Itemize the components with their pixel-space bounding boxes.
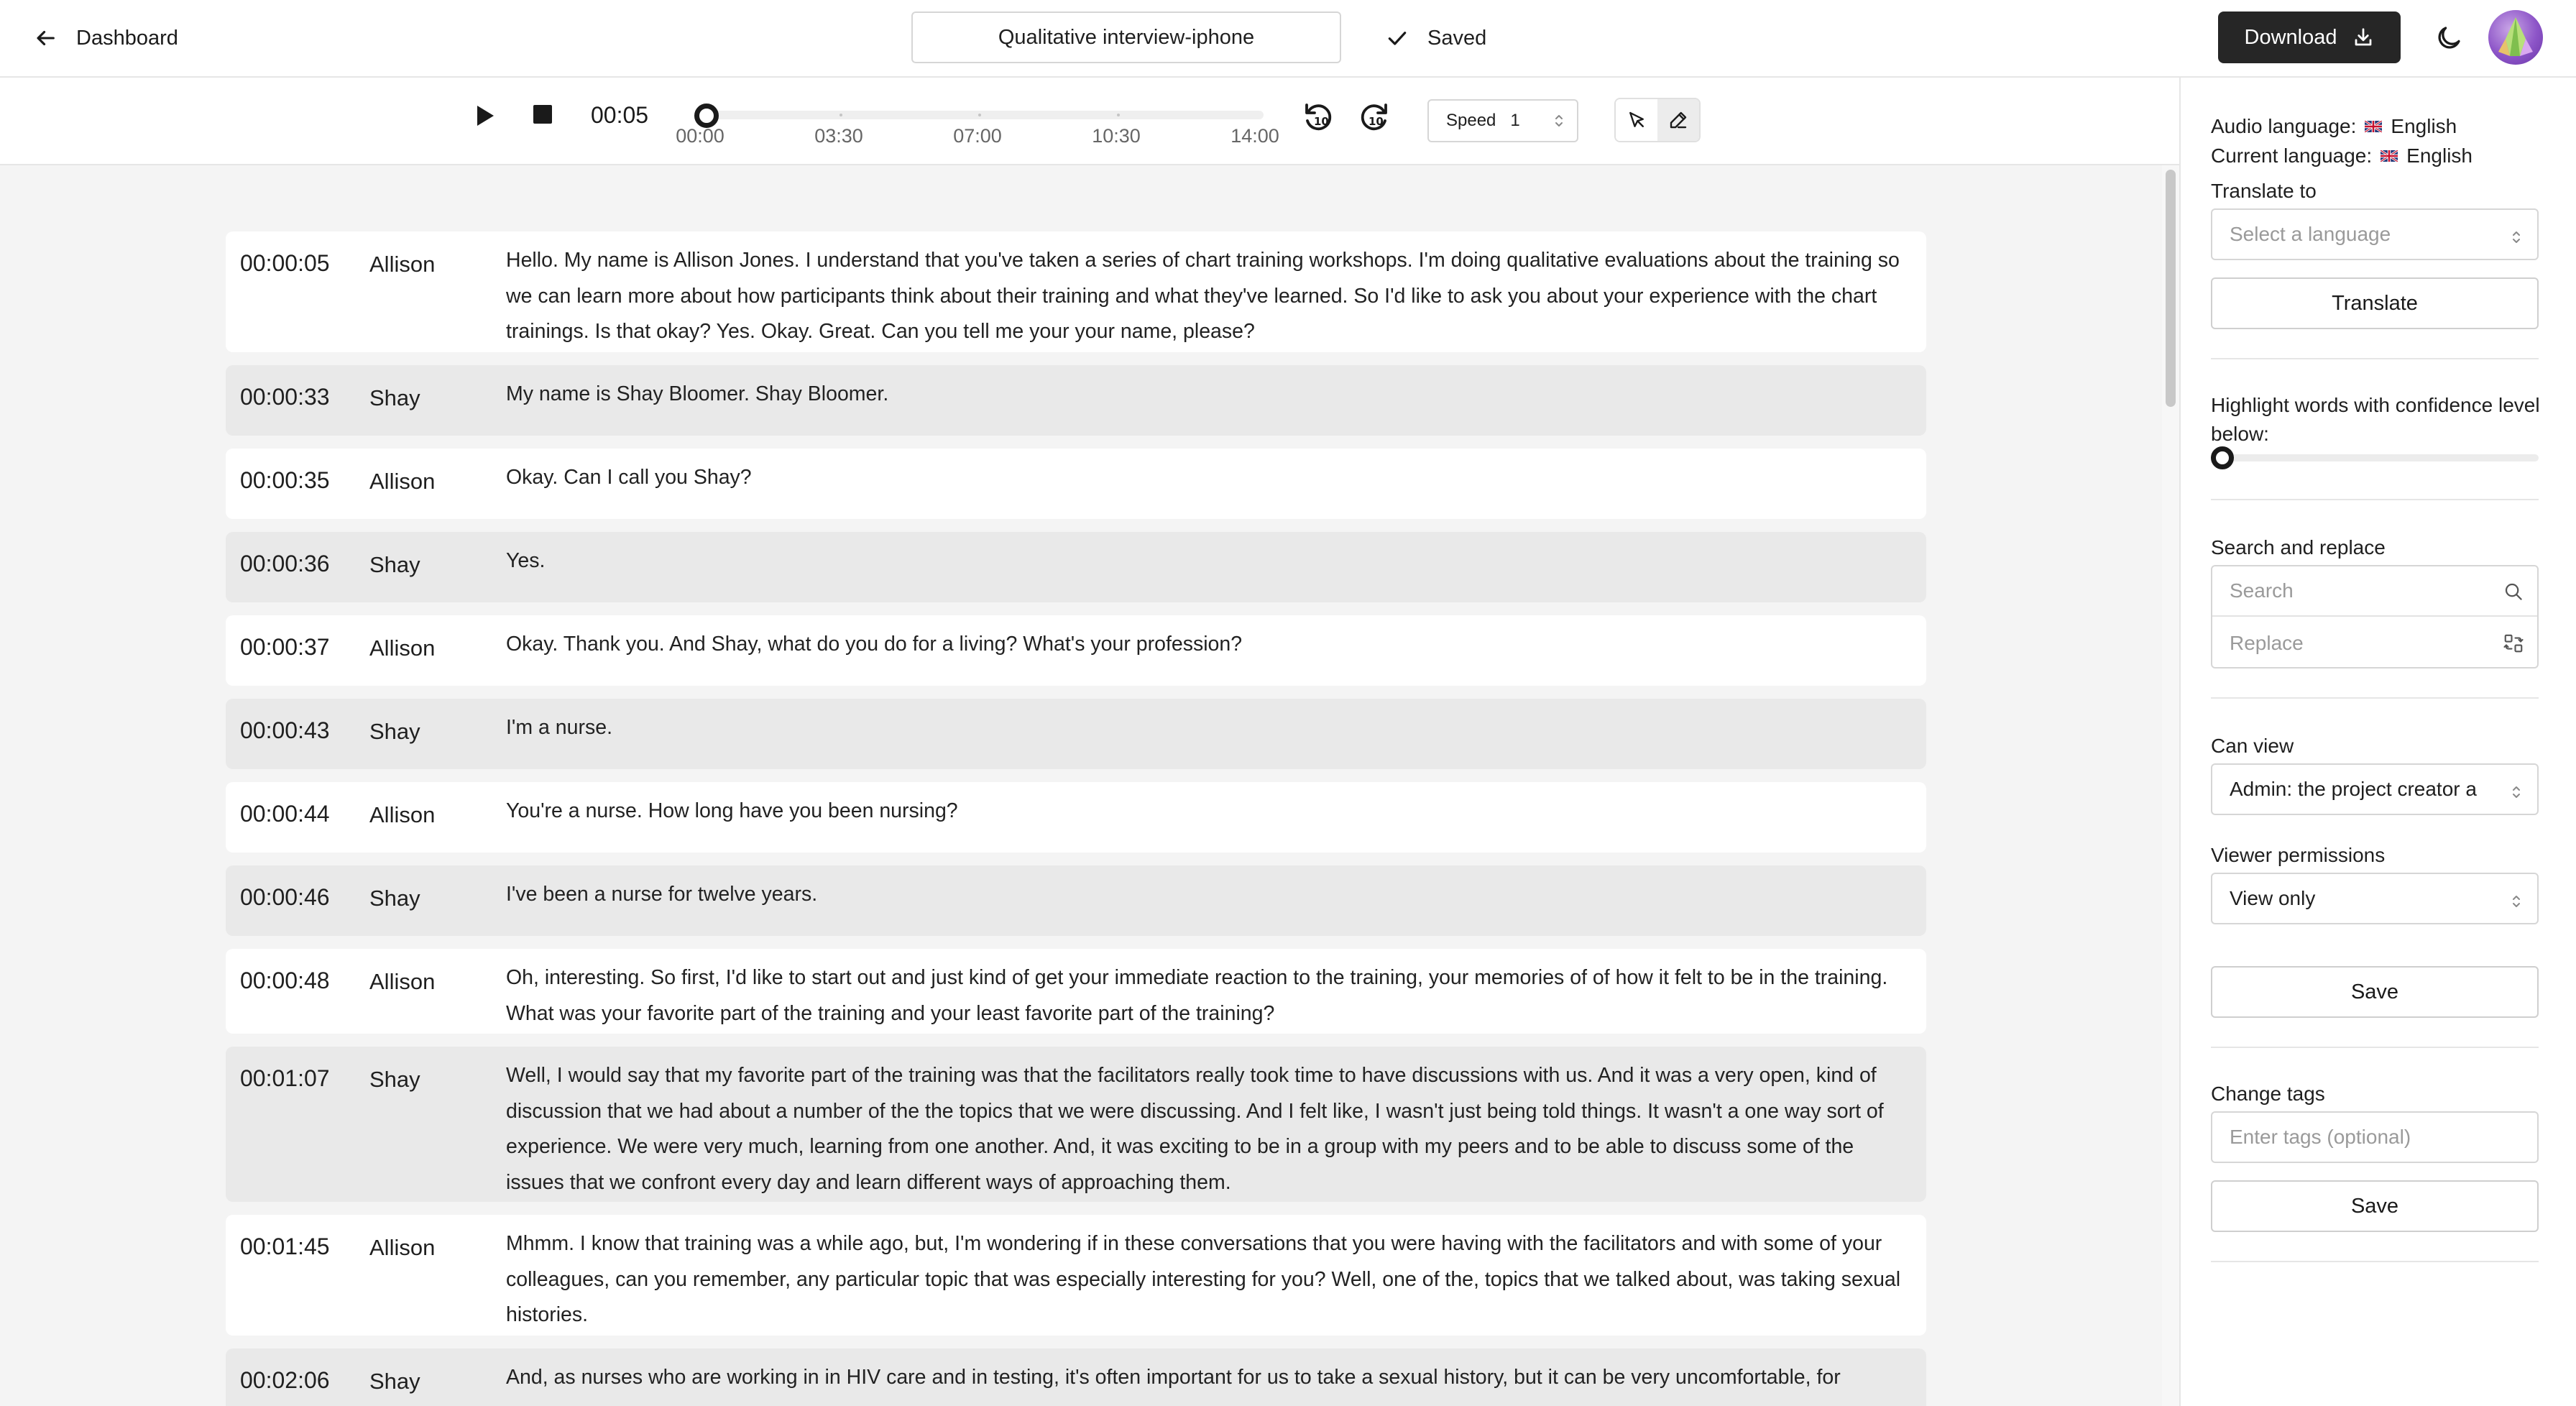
tags-input[interactable] <box>2211 1111 2539 1163</box>
segment-text[interactable]: Okay. Thank you. And Shay, what do you do for a living? What's your profession? <box>506 633 1243 656</box>
divider <box>2211 1047 2539 1048</box>
divider <box>2211 358 2539 359</box>
top-bar <box>0 0 2576 78</box>
current-language-value: English <box>2406 144 2472 167</box>
segment-text[interactable]: Okay. Can I call you Shay? <box>506 466 752 489</box>
transcript-segment[interactable] <box>226 865 1926 936</box>
chevron-updown-icon <box>2511 784 2521 801</box>
segment-timestamp[interactable]: 00:01:45 <box>240 1233 330 1259</box>
download-button[interactable] <box>2218 12 2401 63</box>
current-time: 00:05 <box>591 102 649 128</box>
tags-placeholder: Enter tags (optional) <box>2230 1126 2411 1148</box>
audio-language-value: English <box>2391 115 2457 137</box>
scrollbar-thumb[interactable] <box>2166 170 2176 407</box>
transcript-segment[interactable] <box>226 782 1926 853</box>
segment-timestamp[interactable]: 00:01:07 <box>240 1065 330 1091</box>
segment-speaker[interactable]: Allison <box>369 802 436 827</box>
seek-slider-dot <box>978 114 981 116</box>
segment-speaker[interactable]: Shay <box>369 385 420 410</box>
search-icon <box>2503 581 2524 602</box>
current-language-row <box>2211 144 2472 167</box>
transcript-segment[interactable] <box>226 365 1926 436</box>
transcript-segment[interactable] <box>226 1215 1926 1336</box>
can-view-label: Can view <box>2211 735 2294 757</box>
audio-language-label: Audio language: <box>2211 115 2357 137</box>
change-tags-label: Change tags <box>2211 1083 2325 1105</box>
segment-speaker[interactable]: Shay <box>369 886 420 911</box>
segment-speaker[interactable]: Allison <box>369 252 436 277</box>
segment-text[interactable]: My name is Shay Bloomer. Shay Bloomer. <box>506 382 889 405</box>
segment-timestamp[interactable]: 00:00:37 <box>240 634 330 660</box>
forward-10-icon[interactable] <box>1357 99 1392 134</box>
search-replace-group <box>2211 565 2539 668</box>
edit-mode-button[interactable] <box>1657 99 1699 141</box>
select-mode-button[interactable] <box>1616 99 1657 141</box>
divider <box>2211 1261 2539 1262</box>
transcript-segment[interactable] <box>226 949 1926 1034</box>
segment-timestamp[interactable]: 00:00:44 <box>240 801 330 827</box>
download-icon <box>2352 27 2374 48</box>
save-tags-button[interactable]: Save <box>2211 1180 2539 1232</box>
translate-button[interactable]: Translate <box>2211 277 2539 329</box>
transcript-scrollbar[interactable] <box>2162 165 2179 1406</box>
translate-language-select[interactable] <box>2211 208 2539 260</box>
segment-timestamp[interactable]: 00:00:33 <box>240 384 330 410</box>
can-view-value: Admin: the project creator a <box>2230 778 2477 800</box>
speed-value: 1 <box>1510 111 1520 130</box>
segment-speaker[interactable]: Allison <box>369 469 436 494</box>
transcript-segment[interactable] <box>226 449 1926 519</box>
segment-timestamp[interactable]: 00:00:48 <box>240 968 330 993</box>
svg-text:10: 10 <box>1368 115 1384 128</box>
speed-label: Speed <box>1446 111 1496 130</box>
transcript-segment[interactable] <box>226 615 1926 686</box>
segment-text[interactable]: Mhmm. I know that training was a while ago, but, I'm wondering if in these conversations that you were having with the facilitators and with some of your colleagues, can you remember, any particular topic that was especially interesting for you? Well, one of the, topics that we talked about, was taking sexual histories. <box>506 1232 1901 1326</box>
check-icon <box>1386 27 1409 50</box>
transcript-segment[interactable] <box>226 1047 1926 1202</box>
chevron-updown-icon <box>2511 229 2521 246</box>
viewer-permissions-label: Viewer permissions <box>2211 844 2386 866</box>
save-permissions-button[interactable]: Save <box>2211 966 2539 1018</box>
edit-mode-toggle <box>1614 98 1701 142</box>
segment-speaker[interactable]: Shay <box>369 552 420 577</box>
segment-timestamp[interactable]: 00:00:35 <box>240 467 330 493</box>
segment-text[interactable]: Hello. My name is Allison Jones. I understand that you've taken a series of chart training workshops. I'm doing qualitative evaluations about the training so we can learn more about how participants think about their training and what they've learned. So I'd like to ask you about your experience with the chart trainings. Is that okay? Yes. Okay. Great. Can you tell me your your name, please? <box>506 249 1900 343</box>
segment-timestamp[interactable]: 00:00:46 <box>240 884 330 910</box>
transcript-segment[interactable] <box>226 231 1926 352</box>
cursor-select-icon <box>1626 109 1647 131</box>
confidence-slider[interactable] <box>2211 454 2539 461</box>
svg-text:10: 10 <box>1314 115 1329 128</box>
transcript-panel <box>0 165 2162 1406</box>
seek-slider-thumb[interactable] <box>694 104 719 128</box>
segment-speaker[interactable]: Allison <box>369 635 436 661</box>
segment-text[interactable]: You're a nurse. How long have you been nursing? <box>506 799 958 822</box>
segment-speaker[interactable]: Allison <box>369 969 436 994</box>
back-to-dashboard-link[interactable] <box>33 20 178 56</box>
can-view-select[interactable] <box>2211 763 2539 815</box>
segment-speaker[interactable]: Shay <box>369 1369 420 1394</box>
translate-language-placeholder: Select a language <box>2230 223 2391 245</box>
segment-speaker[interactable]: Allison <box>369 1235 436 1260</box>
segment-text[interactable]: Well, I would say that my favorite part of the training was that the facilitators really took time to have discussions with us. And it was a very open, kind of discussion that we had about a number of the the topics that we were discussing. And I felt like, I wasn't just being told things. It wasn't a one way sort of experience. We were very much, learning from one another. And, it was exciting to be in a group with my peers and to be able to discuss some of the issues that we confront every day and learn different ways of approaching them. <box>506 1064 1884 1194</box>
dark-mode-toggle-icon[interactable] <box>2434 23 2464 53</box>
audio-language-row <box>2211 115 2457 138</box>
segment-text[interactable]: Oh, interesting. So first, I'd like to start out and just kind of get your immediate reaction to the training, your memories of of how it felt to be in the training. What was your favorite part of the training and your least favorite part of the training? <box>506 966 1888 1025</box>
timeline-tick: 03:30 <box>814 125 863 147</box>
saved-label: Saved <box>1427 26 1487 50</box>
seek-slider-dot <box>1117 114 1120 116</box>
replace-icon[interactable] <box>2503 633 2524 654</box>
transcript-title: Qualitative interview-iphone <box>998 25 1255 49</box>
search-input[interactable] <box>2212 566 2537 617</box>
chevron-updown-icon <box>2511 893 2521 910</box>
segment-timestamp[interactable]: 00:00:05 <box>240 250 330 276</box>
search-placeholder: Search <box>2230 579 2294 602</box>
uk-flag-icon <box>2380 150 2398 162</box>
rewind-10-icon[interactable] <box>1301 99 1335 134</box>
current-language-label: Current language: <box>2211 144 2373 167</box>
viewer-permissions-value: View only <box>2230 887 2316 909</box>
transcript-segment[interactable] <box>226 1348 1926 1406</box>
avatar-image <box>2488 10 2543 65</box>
translate-to-label: Translate to <box>2211 180 2317 202</box>
transcript-title-field[interactable] <box>911 12 1341 63</box>
segment-timestamp[interactable]: 00:00:36 <box>240 551 330 576</box>
divider <box>2211 697 2539 699</box>
segment-text[interactable]: I'm a nurse. <box>506 716 612 739</box>
confidence-label: Highlight words with confidence level below: <box>2211 394 2540 445</box>
segment-timestamp[interactable]: 00:00:43 <box>240 717 330 743</box>
stop-icon[interactable] <box>533 105 552 124</box>
timeline-tick: 10:30 <box>1092 125 1141 147</box>
arrow-left-icon <box>33 26 58 50</box>
viewer-permissions-select[interactable] <box>2211 873 2539 924</box>
divider <box>2211 499 2539 500</box>
seek-slider-dot <box>840 114 842 116</box>
audio-player <box>0 78 2179 165</box>
search-replace-label: Search and replace <box>2211 536 2386 559</box>
replace-placeholder: Replace <box>2230 632 2304 654</box>
timeline-tick: 00:00 <box>676 125 724 147</box>
user-avatar[interactable] <box>2488 10 2543 65</box>
back-link-label: Dashboard <box>76 26 178 50</box>
saved-status <box>1386 20 1486 56</box>
settings-sidebar <box>2179 78 2576 1406</box>
segment-speaker[interactable]: Shay <box>369 1067 420 1092</box>
replace-input[interactable] <box>2212 618 2537 668</box>
segment-speaker[interactable]: Shay <box>369 719 420 744</box>
segment-text[interactable]: I've been a nurse for twelve years. <box>506 883 818 906</box>
segment-timestamp[interactable]: 00:02:06 <box>240 1367 330 1393</box>
seek-slider[interactable] <box>703 111 1264 119</box>
timeline-tick: 14:00 <box>1230 125 1279 147</box>
pen-edit-icon <box>1668 109 1689 131</box>
uk-flag-icon <box>2365 121 2382 132</box>
transcript-segment[interactable] <box>226 532 1926 602</box>
segment-text[interactable]: And, as nurses who are working in in HIV care and in testing, it's often important for us to take a sexual history, but it can be very uncomfortable, for <box>506 1366 1841 1389</box>
download-button-label: Download <box>2244 25 2337 49</box>
transcript-segment[interactable] <box>226 699 1926 769</box>
chevron-updown-icon <box>1554 112 1564 129</box>
timeline-tick: 07:00 <box>953 125 1002 147</box>
confidence-slider-thumb[interactable] <box>2211 446 2234 469</box>
segment-text[interactable]: Yes. <box>506 549 546 572</box>
speed-select[interactable] <box>1427 99 1578 142</box>
play-icon[interactable] <box>474 104 496 128</box>
